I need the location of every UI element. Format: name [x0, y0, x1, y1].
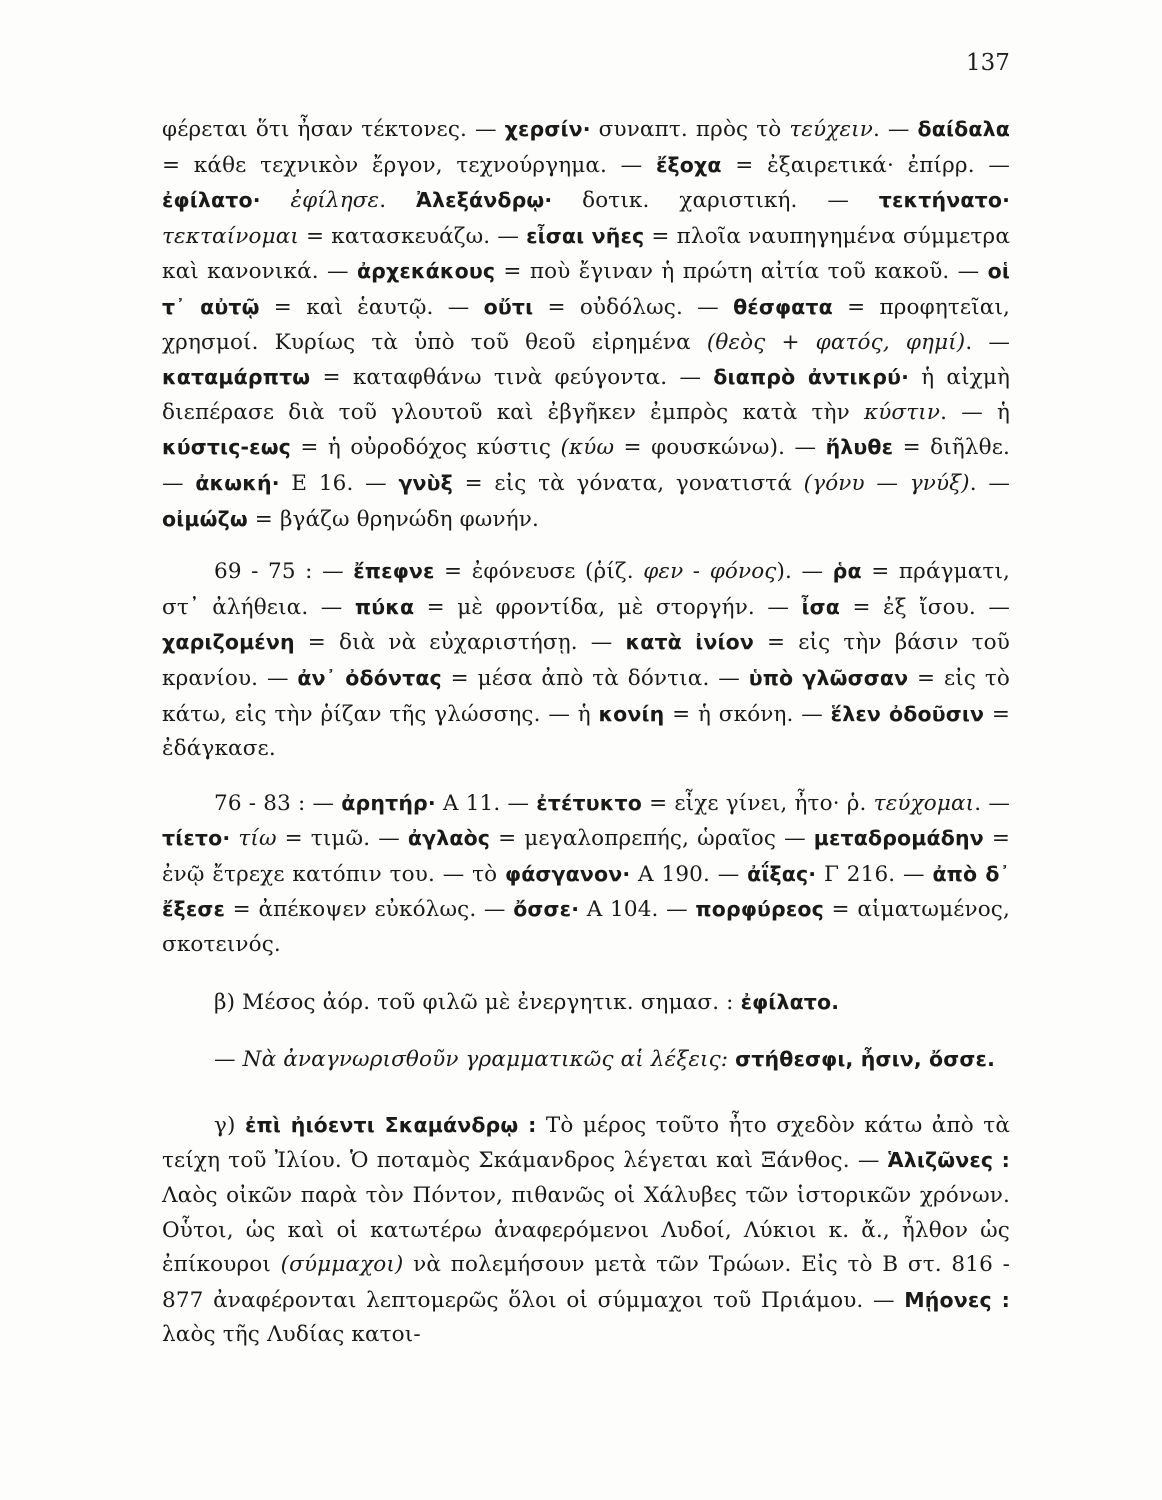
body-text: δοτικ. χαριστική. — [552, 188, 879, 214]
italic-text: τεύχειν [789, 117, 873, 142]
lemma-term: ἶσα [801, 594, 840, 619]
lemma-term: κύστις-εως [162, 435, 291, 460]
lemma-term: φάσγανον· [505, 861, 631, 886]
body-text: Α 190. — [630, 861, 748, 887]
lemma-term: Ἁλιζῶνες : [887, 1148, 1010, 1173]
lemma-term: ἐπὶ ἠιόεντι Σκαμάνδρῳ : [244, 1112, 537, 1137]
lemma-term: ἀκωκή· [195, 470, 280, 495]
lemma-term: ἔξοχα [655, 152, 722, 177]
italic-text: (σύμμαχοι) [280, 1252, 404, 1278]
body-text: = φουσκώνω). — [614, 435, 826, 461]
body-text: = καταφθάνω τινὰ φεύγοντα. — [310, 365, 714, 391]
lemma-term: ἐτέτυκτο [536, 790, 642, 815]
lemma-term: μεταδρομάδην [813, 826, 984, 851]
italic-text: (γόνυ — γνύξ) [803, 470, 970, 496]
body-text: 76 - 83 : — [214, 790, 342, 816]
body-text: = ἡ σκόνη. — [664, 701, 831, 727]
body-text: = μὲ φροντίδα, μὲ στοργήν. — [414, 594, 802, 620]
body-text: = ἐδάγκασε. [162, 701, 1010, 762]
italic-text: (θεὸς + φατός, φημί) [706, 329, 966, 355]
body-text: Α 104. — [579, 897, 696, 923]
lemma-term: θέσφατα [733, 294, 833, 319]
body-text: = διῆλθε. — [162, 435, 1011, 496]
italic-text: τεκταίνομαι [162, 223, 299, 249]
body-text: συναπτ. πρὸς τὸ [590, 117, 790, 142]
lemma-term: ἀΐξας· [747, 861, 817, 886]
body-text: = βγάζω θρηνώδη φωνήν. [247, 506, 539, 532]
lemma-term: τίετο· [162, 826, 231, 851]
lemma-term: κονίη [598, 701, 665, 726]
body-text: = εἶχε γίνει, ἦτο· ῥ. [641, 790, 874, 816]
body-text: λαὸς τῆς Λυδίας κατοι- [162, 1322, 421, 1348]
body-text: = ποὺ ἔγιναν ἡ πρώτη αἰτία τοῦ κακοῦ. — [495, 259, 988, 285]
page-number: 137 [966, 50, 1010, 76]
body-text: Α 11. — [435, 790, 537, 816]
lemma-term: ἔπεφνε [353, 559, 435, 584]
body-text: = προφητεῖαι, χρησμοί. Κυρίως τὰ ὑπὸ τοῦ θεοῦ εἰρημένα [162, 294, 1011, 355]
lemma-term: ἀγλαὸς [407, 826, 491, 851]
body-text: = πράγματι, στ᾽ ἀλήθεια. — [162, 559, 1011, 620]
body-text: . — [969, 470, 1011, 496]
body-text: — [214, 1047, 243, 1073]
lemma-term: πορφύρεος [695, 897, 824, 922]
paragraph-2 [162, 554, 1010, 767]
body-text: Γ 216. — [816, 861, 933, 887]
italic-text: φεν - φόνος [643, 559, 777, 585]
lemma-term: γνὺξ [398, 470, 453, 495]
lemma-term: χερσίν· [504, 117, 591, 141]
body-text: ). — [776, 559, 833, 585]
lemma-term: καταμάρπτω [162, 365, 311, 390]
lemma-term: δαίδαλα [917, 117, 1010, 141]
paragraph-6 [162, 1108, 1010, 1353]
body-text: = πλοῖα ναυπηγημένα σύμμετρα καὶ κανονικά. — [162, 223, 1010, 285]
body-text: . — [974, 790, 1010, 816]
body-text: = τιμῶ. — [276, 826, 408, 852]
lemma-term: ἀρχεκάκους [356, 259, 496, 284]
body-text: = μέσα ἀπὸ τὰ δόντια. — [441, 665, 749, 691]
body-text: = εἰς τὸ κάτω, εἰς τὴν ῥίζαν τῆς γλώσσης. — ἡ [162, 665, 1010, 727]
lemma-term: πύκα [354, 594, 415, 619]
lemma-term: οἱ τ᾽ αὐτῷ [162, 259, 1010, 319]
body-text: = κατασκευάζω. — [298, 223, 527, 249]
body-text: β) Μέσος ἀόρ. τοῦ φιλῶ μὲ ἐνεργητικ. σημασ. : [214, 989, 741, 1015]
lemma-term: ἀν᾽ ὀδόντας [297, 665, 442, 690]
lemma-term: Ἀλεξάνδρῳ· [416, 188, 553, 213]
lemma-term: ῥα [832, 559, 862, 584]
body-text: = ἐξαιρετικά· ἐπίρρ. — [721, 152, 1010, 178]
italic-text: ἐφίλησε [290, 188, 380, 214]
commentary-text [162, 112, 1010, 1353]
paragraph-5 [162, 1042, 1010, 1078]
lemma-term: ὑπὸ γλῶσσαν [748, 665, 909, 690]
body-text: Τὸ μέρος τοῦτο ἦτο σχεδὸν κάτω ἀπὸ τὰ τείχη τοῦ Ἰλίου. Ὁ ποταμὸς Σκάμανδρος λέγεται καὶ Ξάνθος. — [162, 1112, 1010, 1174]
italic-text: Νὰ ἀναγνωρισθοῦν γραμματικῶς αἱ λέξεις: [242, 1047, 729, 1073]
body-text: . — ἡ [940, 399, 1010, 425]
body-text: Ε 16. — [279, 470, 399, 496]
body-text: = καὶ ἑαυτῷ. — [259, 294, 484, 320]
body-text: = μεγαλοπρεπής, ὡραῖος — [490, 826, 814, 852]
lemma-term: ἐφίλατο· [162, 188, 261, 213]
body-text [261, 188, 291, 213]
body-text: ἡ αἰχμὴ διεπέρασε διὰ τοῦ γλουτοῦ καὶ ἐβγῆκεν ἐμπρὸς κατὰ τὴν [162, 365, 1010, 425]
body-text: . — [872, 117, 918, 142]
lemma-term: ἐφίλατο. [740, 989, 840, 1014]
lemma-term: κατὰ ἰνίον [625, 630, 754, 655]
lemma-term: ἤλυθε [825, 435, 894, 460]
lemma-term: Μῄονες : [904, 1287, 1011, 1312]
lemma-term: στήθεσφι, ἦσιν, ὄσσε. [735, 1047, 996, 1072]
paragraph-3 [162, 786, 1010, 963]
body-text: = ἡ οὐροδόχος κύστις [290, 435, 561, 461]
body-text: 69 - 75 : — [214, 559, 354, 585]
italic-text: τίω [238, 826, 277, 852]
lemma-term: διαπρὸ ἀντικρύ· [713, 365, 910, 390]
body-text: Λαὸς οἰκῶν παρὰ τὸν Πόντον, πιθανῶς οἱ Χάλυβες τῶν ἱστορικῶν χρόνων. Οὗτοι, ὡς καὶ οἱ κατωτέρω ἀναφερόμενοι Λυδοί, Λύκιοι κ. ἄ., ἦλθον ὡς ἐπίκουροι [162, 1183, 1010, 1278]
lemma-term: εἶσαι νῆες [526, 223, 645, 248]
body-text: = ἀπέκοψεν εὐκόλως. — [225, 897, 514, 923]
lemma-term: ἀρητήρ· [341, 790, 436, 815]
body-text: = κάθε τεχνικὸν ἔργον, τεχνούργημα. — [162, 152, 656, 178]
lemma-term: τεκτήνατο· [878, 188, 1011, 213]
italic-text: τεύχομαι [873, 790, 975, 816]
paragraph-1 [162, 112, 1010, 537]
body-text: = διὰ νὰ εὐχαριστήσῃ. — [294, 630, 626, 656]
body-text: . — [965, 329, 1010, 355]
lemma-term: χαριζομένη [162, 630, 295, 655]
italic-text: κύστιν [863, 399, 941, 425]
body-text: = ἐνῷ ἔτρεχε κατόπιν του. — τὸ [162, 826, 1011, 887]
body-text: = εἰς τὴν βάσιν τοῦ κρανίου. — [162, 630, 1010, 691]
lemma-term: οὔτι [483, 294, 534, 319]
body-text: = αἱματωμένος, σκοτεινός. [162, 897, 1010, 958]
lemma-term: ἀπὸ δ᾽ ἔξεσε [162, 861, 1010, 922]
body-text: φέρεται ὅτι ἦσαν τέκτονες. — [162, 117, 505, 142]
body-text: = ἐφόνευσε (ῥίζ. [434, 559, 644, 585]
body-text: . [379, 188, 417, 214]
lemma-term: ὄσσε· [513, 897, 580, 922]
lemma-term: ἕλεν ὀδοῦσιν [830, 701, 985, 726]
body-text: = εἰς τὰ γόνατα, γονατιστά [452, 470, 804, 496]
lemma-term: οἰμώζω [162, 506, 248, 531]
body-text: = οὐδόλως. — [533, 294, 734, 320]
italic-text: (κύω [560, 435, 615, 461]
body-text: γ) [214, 1112, 245, 1138]
body-text: νὰ πολεμήσουν μετὰ τῶν Τρώων. Εἰς τὸ Β στ. 816 - 877 ἀναφέρονται λεπτομερῶς ὅλοι οἱ σύμμαχοι τοῦ Πριάμου. — [162, 1252, 1010, 1313]
paragraph-4 [162, 985, 1010, 1021]
body-text: = ἐξ ἴσου. — [839, 594, 1010, 620]
